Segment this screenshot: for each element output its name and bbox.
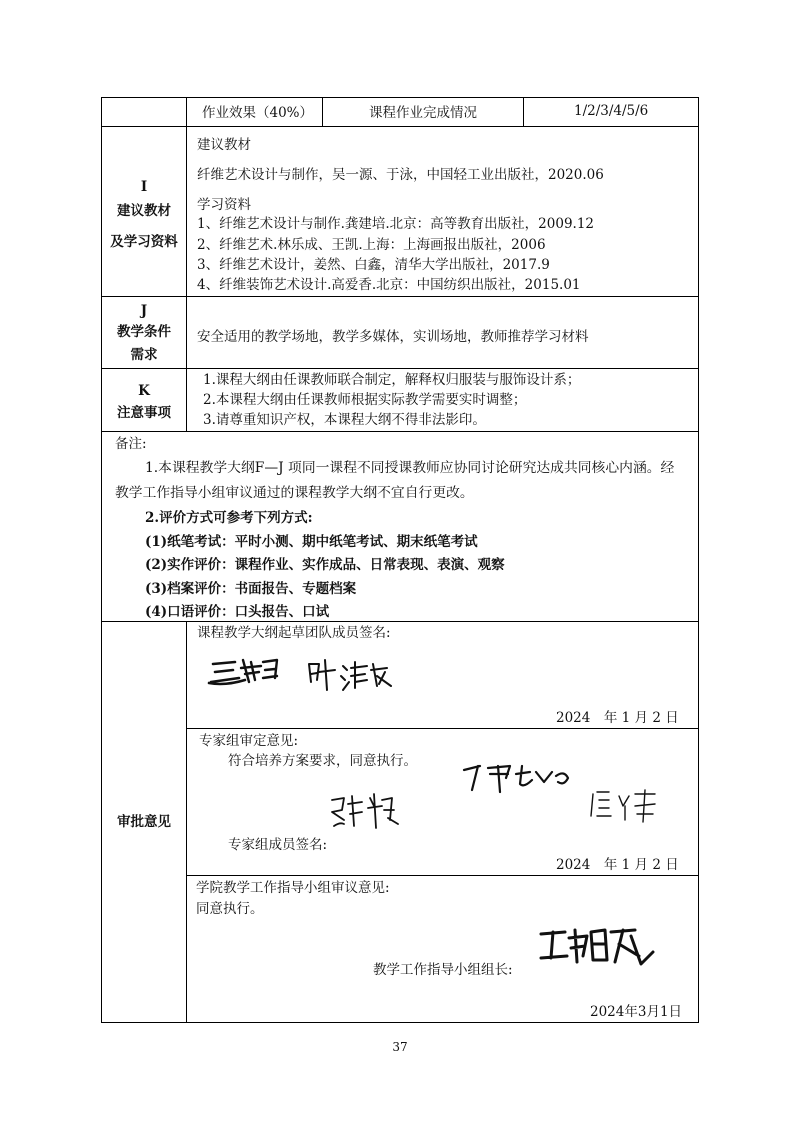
section-i-title-line1: 建议教材 — [117, 203, 171, 219]
expert-date: 2024 年 1 月 2 日 — [556, 857, 679, 873]
textbook-heading: 建议教材 — [197, 137, 251, 153]
college-heading: 学院教学工作指导小组审议意见: — [196, 880, 390, 896]
material-item: 1、纤维艺术设计与制作.龚建培.北京：高等教育出版社，2009.12 — [197, 216, 594, 232]
drafting-signature-2 — [303, 656, 403, 696]
eval-method-item: (1)纸笔考试：平时小测、期中纸笔考试、期末纸笔考试 — [145, 534, 478, 550]
section-i-title-line2: 及学习资料 — [110, 234, 178, 250]
section-i-letter: I — [140, 179, 148, 195]
drafting-heading: 课程教学大纲起草团队成员签名: — [197, 625, 391, 641]
page-number: 37 — [392, 1040, 408, 1054]
eval-method-item: (4)口语评价：口头报告、口试 — [145, 604, 330, 620]
expert-signature-2 — [585, 786, 665, 826]
notes-para2: 2.评价方式可参考下列方式: — [145, 510, 313, 526]
expert-opinion: 符合培养方案要求，同意执行。 — [228, 753, 417, 769]
expert-signature-3 — [326, 790, 416, 834]
eval-item: 作业效果（40%） — [202, 105, 314, 121]
notice-item: 1.课程大纲由任课教师联合制定，解释权归服装与服饰设计系； — [203, 372, 581, 388]
drafting-date: 2024 年 1 月 2 日 — [556, 710, 679, 726]
material-item: 4、纤维装饰艺术设计.高爱香.北京：中国纺织出版社，2015.01 — [197, 277, 581, 293]
materials-heading: 学习资料 — [197, 197, 251, 213]
drafting-signature-1 — [205, 652, 285, 692]
college-date: 2024年3月1日 — [590, 1004, 683, 1020]
notice-item: 2.本课程大纲由任课教师根据实际教学需要实时调整； — [203, 392, 527, 408]
notes-para1-line2: 教学工作指导小组审议通过的课程教学大纲不宜自行更改。 — [115, 485, 474, 501]
section-j-letter: J — [140, 303, 148, 319]
notes-para1-line1: 1.本课程教学大纲F—J 项同一课程不同授课教师应协同讨论研究达成共同核心内涵。经 — [145, 460, 675, 476]
approval-label: 审批意见 — [117, 814, 171, 830]
section-j-title-line1: 教学条件 — [117, 324, 171, 340]
material-item: 3、纤维艺术设计，姜然、白鑫，清华大学出版社，2017.9 — [197, 257, 550, 273]
section-k-letter: K — [138, 383, 150, 399]
college-leader-signature — [535, 922, 660, 970]
eval-method: 课程作业完成情况 — [369, 105, 477, 121]
teaching-conditions: 安全适用的教学场地，教学多媒体，实训场地，教师推荐学习材料 — [197, 329, 589, 345]
notes-heading: 备注: — [115, 436, 147, 452]
notice-item: 3.请尊重知识产权，本课程大纲不得非法影印。 — [203, 412, 486, 428]
eval-method-item: (3)档案评价：书面报告、专题档案 — [145, 581, 357, 597]
textbook: 纤维艺术设计与制作，吴一源、于泳，中国轻工业出版社，2020.06 — [197, 167, 604, 183]
eval-method-item: (2)实作评价：课程作业、实作成品、日常表现、表演、观察 — [145, 557, 505, 573]
expert-heading: 专家组审定意见: — [199, 733, 299, 749]
eval-objectives: 1/2/3/4/5/6 — [574, 103, 649, 119]
expert-signer-label: 专家组成员签名: — [228, 837, 328, 853]
section-j-title-line2: 需求 — [130, 347, 158, 363]
college-opinion: 同意执行。 — [196, 901, 264, 917]
expert-signature-1 — [460, 760, 580, 796]
material-item: 2、纤维艺术.林乐成、王凯.上海：上海画报出版社，2006 — [197, 237, 546, 253]
college-leader-label: 教学工作指导小组组长: — [373, 962, 513, 978]
section-k-title: 注意事项 — [117, 405, 171, 421]
